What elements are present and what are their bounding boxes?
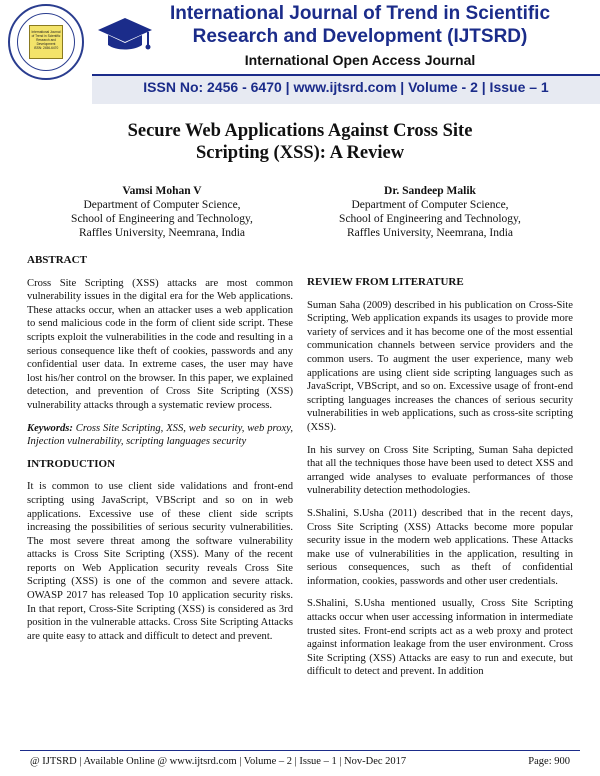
left-column (27, 254, 293, 652)
paper-title-line2: Scripting (XSS): A Review (195, 143, 405, 163)
abstract-heading: ABSTRACT (27, 254, 87, 266)
logo-center (29, 25, 63, 59)
author-school: School of Engineering and Technology, (339, 213, 521, 225)
footer-divider (20, 750, 580, 751)
author-university: Raffles University, Neemrana, India (78, 227, 246, 239)
introduction-text: It is common to use client side validations and front-end scripting using JavaScript, VBScript and so on in web applications. Excessive use of these client side scripts increasing the possibilities of serious security vulnerabilities. The most severe threat among the software vulnerability attacks is Cross Site Scripting (XSS). Many of the recent reports on Web Application security reveals Cross Site Scripting (XSS) is one of the common and severe attack. OWASP 2017 has released Top 10 application security risks. In that report, Cross-Site Scripting (XSS) is considered as 3rd position in the vulnerable attacks. Cross Site Scripting Attacks are quite easy to attack and difficult to detect and prevent. (27, 481, 293, 642)
review-heading: REVIEW FROM LITERATURE (307, 276, 464, 288)
author-block (32, 184, 292, 240)
journal-header (0, 0, 600, 110)
review-paragraph: Suman Saha (2009) described in his publication on Cross-Site Scripting, Web application expands its usages to provide more variety of services and it has become one of the most essential communication channels between service providers and the common users. To augment the user experience, many web applications are using client side scripting languages such as JavaScript, VBScript, and so on. Excessive usage of front-end scripting languages increases the chances of serious security vulnerabilities in web applications, such as cross-site scripting (XSS). (307, 299, 573, 433)
journal-title-line2: Research and Development (IJTSRD) (192, 26, 528, 47)
author-school: School of Engineering and Technology, (71, 213, 253, 225)
graduation-cap-icon (96, 14, 154, 54)
review-paragraph: S.Shalini, S.Usha (2011) described that in the recent days, Cross Site Scripting (XSS) Attacks become more popular security issue in the modern web applications. These Attacks make use of vulnerabilities in the application, resulting in serious consequences, such as theft of confidential information, cookies, passwords and other user credentials. (307, 507, 573, 587)
page-footer (30, 756, 570, 767)
logo-text: International Journal of Trend in Scientific Research and Development (31, 30, 61, 46)
author-name: Dr. Sandeep Malik (384, 185, 476, 197)
keywords-paragraph (27, 422, 293, 449)
paper-title-line1: Secure Web Applications Against Cross Site (127, 121, 473, 141)
issn-volume-line: ISSN No: 2456 - 6470 | www.ijtsrd.com | Volume - 2 | Issue – 1 (143, 79, 549, 95)
author-university: Raffles University, Neemrana, India (346, 227, 514, 239)
author-department: Department of Computer Science, (83, 199, 241, 211)
right-column (307, 276, 573, 688)
journal-title-line1: International Journal of Trend in Scientific (169, 3, 551, 24)
author-department: Department of Computer Science, (351, 199, 509, 211)
abstract-text: Cross Site Scripting (XSS) attacks are most common vulnerability issues in the digital era for the Web applications. These attacks occur, when an attacker uses a web application to send malicious code in the form of client side script. These scripts exploit the vulnerabilities in the code and resulting in a serious consequence like theft of cookies, passwords and any confidential user data. In extreme cases, the user may have lost his/her control on the browser. In this paper, we explained detection, and prevention of Cross Site Scripting (XSS) vulnerability attacks through a systematic review process. (27, 277, 293, 411)
keywords-text: Cross Site Scripting, XSS, web security, web proxy, Injection vulnerability, scripting languages security (27, 422, 293, 448)
author-name: Vamsi Mohan V (122, 185, 202, 197)
review-paragraph: In his survey on Cross Site Scripting, Suman Saha depicted that all the techniques those have been used to detect XSS and arranged wide analyses to evaluate performances of those vulnerability detection methodologies. (307, 444, 573, 497)
open-access-line: International Open Access Journal (244, 52, 476, 68)
paper-title (60, 120, 540, 164)
introduction-heading: INTRODUCTION (27, 457, 116, 470)
review-paragraph: S.Shalini, S.Usha mentioned usually, Cross Site Scripting attacks occur when user accessing information in intermediate trusted sites. Front-end scripts act as a web proxy and protect against information leakage from the user environment. Cross Site Scripting (XSS) Attacks are easy to run and execute, but difficult to detect and prevent. In addition (307, 598, 573, 678)
logo-issn: ISSN: 2456-6470 (33, 46, 59, 50)
journal-seal-logo (8, 4, 84, 80)
author-block (300, 184, 560, 240)
footer-citation: @ IJTSRD | Available Online @ www.ijtsrd.com | Volume – 2 | Issue – 1 | Nov-Dec 2017 (30, 756, 407, 767)
keywords-label: Keywords: (27, 422, 73, 434)
page-number: Page: 900 (528, 756, 570, 767)
